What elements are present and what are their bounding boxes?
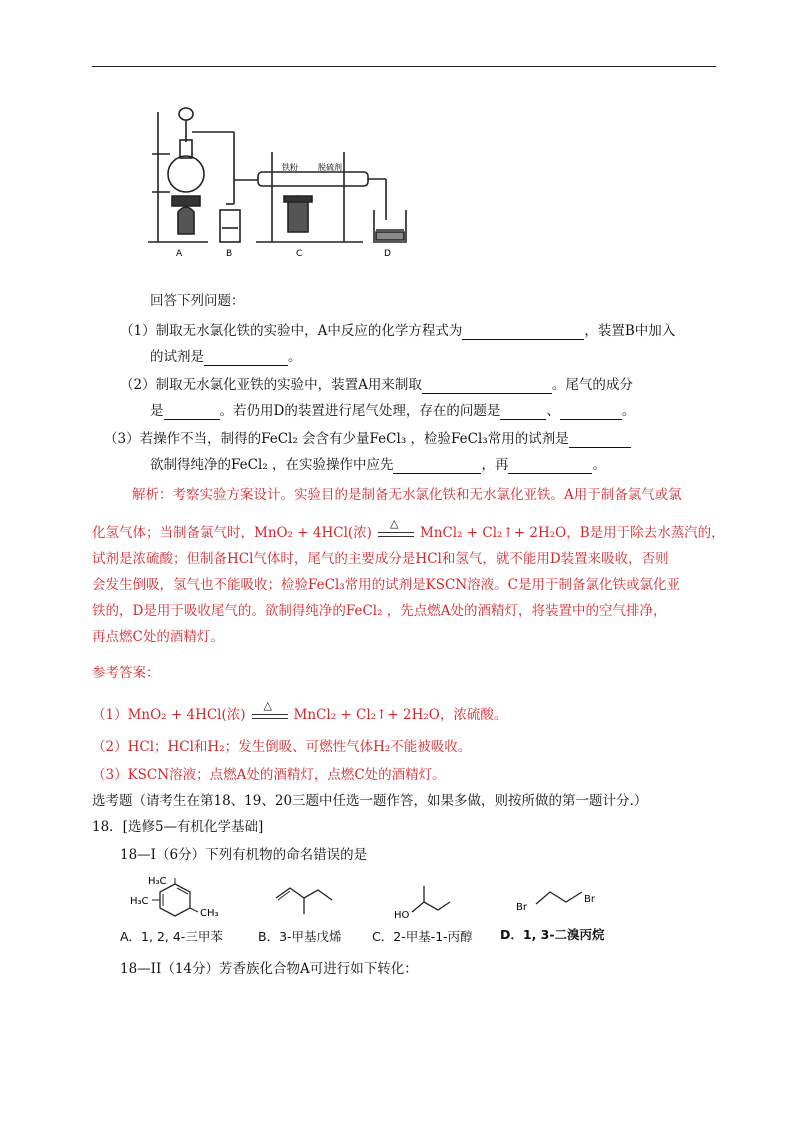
ch3-label-2: H₃C: [130, 896, 149, 907]
label-d: D: [384, 249, 391, 259]
question-2-line-1: （2）制取无水氯化亚铁的实验中，装置A用来制取 。尾气的成分: [120, 377, 633, 393]
question-3-line-1: （3）若操作不当，制得的FeCl₂ 会含有少量FeCl₃ ，检验FeCl₃常用的试剂是: [104, 430, 631, 448]
structure-a: [120, 872, 240, 932]
header-rule: [92, 66, 716, 67]
ch3-label-1: H₃C: [148, 876, 167, 887]
apparatus-diagram: [148, 92, 418, 260]
ch3-label-3: CH₃: [200, 908, 219, 919]
question-18-1: 18—I（6分）下列有机物的命名错误的是: [120, 847, 368, 863]
explanation-line-2: 化氢气体；当制备氯气时，MnO₂ + 4HCl(浓) △ MnCl₂ + Cl₂↑+ 2H₂O，B是用于除去水蒸汽的，: [92, 516, 725, 541]
question-18-title: 18．[选修5—有机化学基础]: [92, 819, 264, 835]
ho-label: HO: [394, 910, 410, 921]
blank-8[interactable]: [393, 459, 481, 474]
blank-9[interactable]: [508, 459, 592, 474]
heating-equals-sign-2: △: [252, 709, 288, 723]
explanation-line-5: 铁的，D是用于吸收尾气的。欲制得纯净的FeCl₂ ，先点燃A处的酒精灯，将装置中的空气排净，: [92, 603, 667, 619]
br-label-1: Br: [516, 902, 527, 913]
blank-7[interactable]: [569, 433, 631, 448]
blank-1[interactable]: [462, 325, 584, 340]
tag-iron: 铁粉: [282, 163, 298, 172]
structure-b: [270, 880, 350, 925]
explanation-line-6: 再点燃C处的酒精灯。: [92, 629, 224, 645]
structure-c: [392, 880, 472, 925]
blank-2[interactable]: [204, 351, 288, 366]
explanation-line-1: 解析：考察实验方案设计。实验目的是制备无水氯化铁和无水氯化亚铁。A用于制备氯气或氯: [132, 487, 682, 503]
option-d: D．1, 3-二溴丙烷: [500, 927, 605, 942]
question-1-line-1: （1）制取无水氯化铁的实验中，A中反应的化学方程式为 ，装置B中加入: [120, 323, 676, 339]
question-2-line-2: 是 。若仍用D的装置进行尾气处理，存在的问题是 、 。: [150, 403, 636, 419]
blank-3[interactable]: [422, 379, 552, 394]
question-3-line-2: 欲制得纯净的FeCl₂ ，在实验操作中应先 ，再 。: [150, 457, 606, 473]
heating-equals-sign: △: [378, 527, 414, 541]
answer-3: （3）KSCN溶液；点燃A处的酒精灯，点燃C处的酒精灯。: [92, 767, 446, 783]
question-18-2: 18—II（14分）芳香族化合物A可进行如下转化：: [120, 961, 418, 977]
option-a: A．1, 2, 4-三甲苯: [120, 929, 223, 944]
structure-d: [512, 880, 612, 920]
answer-1: （1）MnO₂ + 4HCl(浓) △ MnCl₂ + Cl₂↑+ 2H₂O，浓硫酸。: [92, 698, 508, 723]
br-label-2: Br: [584, 894, 595, 905]
blank-4[interactable]: [164, 405, 220, 420]
blank-5[interactable]: [500, 405, 546, 420]
explanation-line-3: 试剂是浓硫酸；但制备HCl气体时，尾气的主要成分是HCl和氢气，就不能用D装置来吸收，否则: [92, 551, 669, 567]
label-a: A: [176, 249, 183, 259]
option-b: B．3-甲基戊烯: [258, 929, 342, 944]
explanation-line-4: 会发生倒吸，氢气也不能吸收；检验FeCl₃常用的试剂是KSCN溶液。C是用于制备氯化铁或氯化亚: [92, 577, 680, 593]
elective-note: 选考题（请考生在第18、19、20三题中任选一题作答，如果多做，则按所做的第一题计分.）: [92, 793, 648, 809]
question-intro: 回答下列问题：: [150, 293, 245, 309]
label-b: B: [226, 249, 233, 259]
answer-2: （2）HCl；HCl和H₂；发生倒吸、可燃性气体H₂不能被吸收。: [92, 739, 472, 755]
question-1-line-2: 的试剂是 。: [150, 349, 302, 365]
tag-desulfurizer: 脱硫剂: [318, 163, 342, 172]
option-c: C．2-甲基-1-丙醇: [372, 929, 473, 944]
blank-6[interactable]: [560, 405, 622, 420]
label-c: C: [296, 249, 303, 259]
answer-title: 参考答案：: [92, 665, 160, 681]
